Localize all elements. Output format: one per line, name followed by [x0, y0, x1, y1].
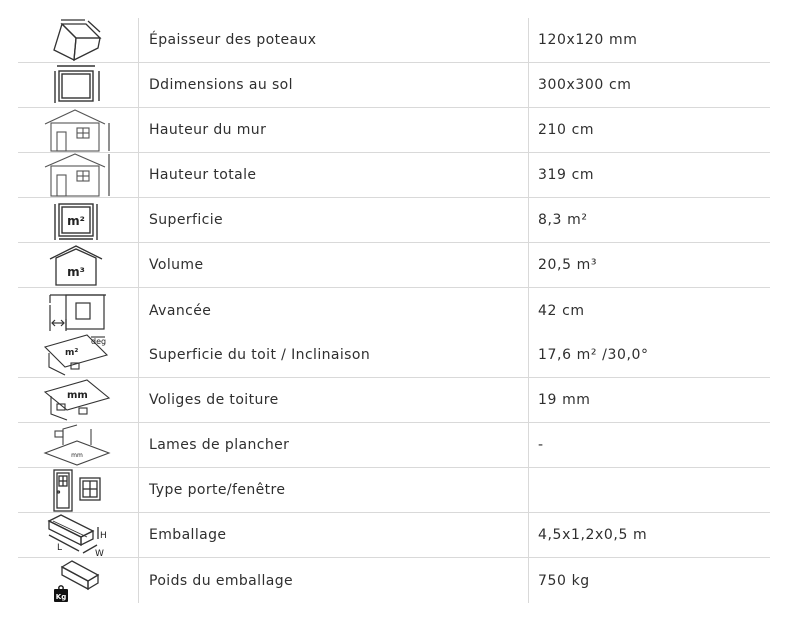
spec-row	[18, 153, 770, 198]
spec-label: Lames de plancher	[139, 423, 529, 467]
pack-l-text: L	[57, 543, 63, 553]
weight-icon-text: Kg	[55, 592, 67, 601]
area-icon	[52, 198, 104, 242]
spec-icon-cell	[18, 198, 139, 242]
floor-dimensions-icon	[52, 63, 104, 107]
spec-row	[18, 513, 770, 558]
spec-value: 319 cm	[538, 167, 595, 183]
wall-height-icon	[43, 108, 113, 152]
spec-value: -	[538, 437, 544, 453]
door-window-icon	[48, 468, 108, 512]
spec-label: Voliges de toiture	[139, 378, 529, 422]
spec-row	[18, 333, 770, 378]
spec-table	[18, 18, 770, 603]
spec-icon-cell	[18, 63, 139, 107]
spec-label: Emballage	[139, 513, 529, 557]
spec-value: 20,5 m³	[538, 257, 598, 273]
spec-icon-cell	[18, 18, 139, 62]
spec-label: Avancée	[139, 288, 529, 333]
spec-row	[18, 198, 770, 243]
pack-w-text: W	[95, 549, 104, 557]
spec-label: Hauteur totale	[139, 153, 529, 197]
spec-value: 300x300 cm	[538, 77, 632, 93]
spec-row	[18, 468, 770, 513]
roof-area-icon	[43, 333, 113, 377]
spec-icon-cell	[18, 378, 139, 422]
pack-h-text: H	[100, 531, 107, 541]
spec-label: Ddimensions au sol	[139, 63, 529, 107]
spec-row	[18, 63, 770, 108]
spec-label: Poids du emballage	[139, 558, 529, 603]
spec-row	[18, 558, 770, 603]
spec-label: Superficie	[139, 198, 529, 242]
spec-row	[18, 108, 770, 153]
package-weight-icon	[48, 559, 108, 603]
area-icon-text: m²	[67, 214, 85, 228]
spec-value: 42 cm	[538, 302, 585, 319]
spec-icon-cell	[18, 558, 139, 603]
spec-value: 4,5x1,2x0,5 m	[538, 527, 648, 543]
spec-value: 210 cm	[538, 122, 595, 138]
overhang-icon	[46, 289, 110, 333]
spec-icon-cell	[18, 333, 139, 377]
spec-row	[18, 288, 770, 333]
spec-icon-cell	[18, 513, 139, 557]
spec-value: 120x120 mm	[538, 32, 638, 48]
roof-deg-text: deg	[91, 337, 107, 346]
roof-boards-icon-text: mm	[67, 390, 88, 401]
spec-value: 19 mm	[538, 392, 591, 408]
packaging-icon	[43, 513, 113, 557]
spec-icon-cell	[18, 153, 139, 197]
volume-icon	[46, 243, 110, 287]
spec-icon-cell	[18, 288, 139, 333]
spec-value: 17,6 m² /30,0°	[538, 347, 649, 363]
roof-area-icon-text: m²	[65, 348, 79, 358]
spec-label: Épaisseur des poteaux	[139, 18, 529, 62]
spec-row	[18, 18, 770, 63]
spec-label: Superficie du toit / Inclinaison	[139, 333, 529, 377]
volume-icon-text: m³	[67, 265, 85, 279]
spec-row	[18, 378, 770, 423]
spec-label: Hauteur du mur	[139, 108, 529, 152]
roof-boards-icon	[43, 378, 113, 422]
spec-value: 8,3 m²	[538, 212, 588, 228]
post-thickness-icon	[48, 18, 108, 62]
spec-value: 750 kg	[538, 572, 590, 589]
total-height-icon	[43, 153, 113, 197]
spec-label: Type porte/fenêtre	[139, 468, 529, 512]
floor-boards-icon-text: mm	[71, 452, 83, 459]
spec-label: Volume	[139, 243, 529, 287]
spec-icon-cell	[18, 468, 139, 512]
spec-row	[18, 423, 770, 468]
spec-icon-cell	[18, 243, 139, 287]
spec-icon-cell	[18, 423, 139, 467]
floor-boards-icon	[43, 423, 113, 467]
spec-value	[529, 468, 770, 512]
spec-icon-cell	[18, 108, 139, 152]
spec-row	[18, 243, 770, 288]
